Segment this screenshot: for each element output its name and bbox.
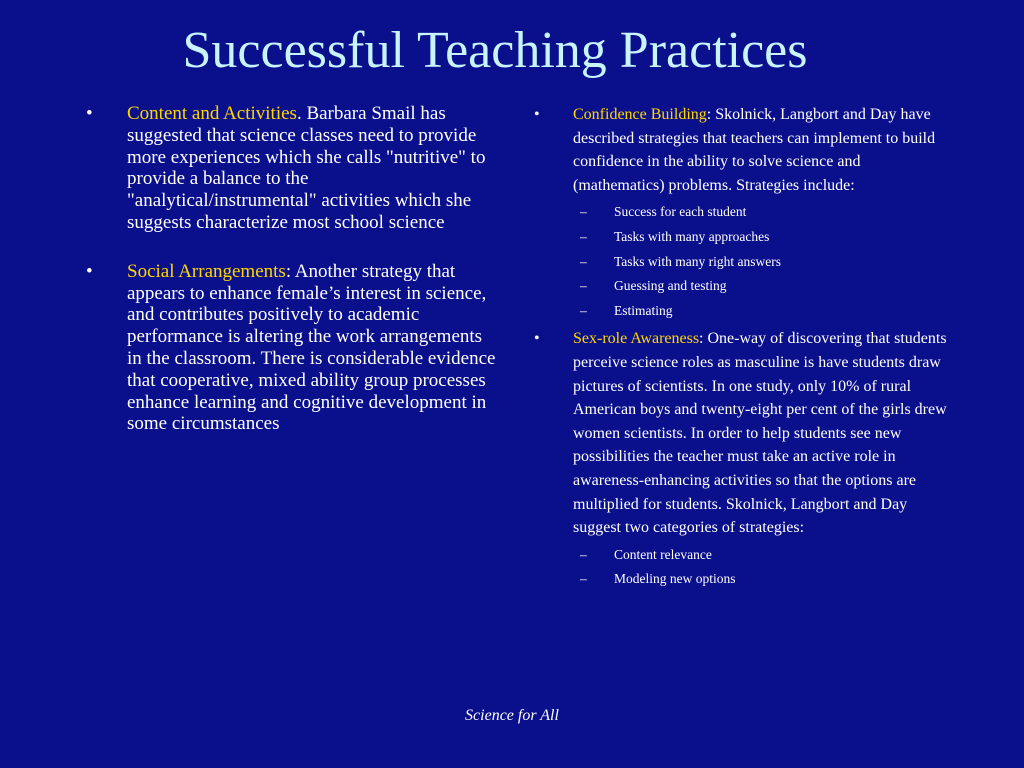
bullet-content-and-activities (84, 103, 496, 234)
right-column (530, 103, 950, 596)
list-item-text: Estimating (614, 302, 673, 318)
list-item (530, 567, 950, 592)
list-item (530, 274, 950, 299)
list-item (530, 299, 950, 324)
bullet-body: : One-way of discovering that students perceive science roles as masculine is have students draw pictures of scientists. In one study, only 10% of rural American boys and twenty-eight per cent of the girls drew women scientists. In order to help students see new possibilities the teacher must take an active role in awareness-enhancing activities so that the options are multiplied for students. Skolnick, Langbort and Day suggest two categories of strategies: (573, 330, 947, 537)
slide-title: Successful Teaching Practices (182, 22, 808, 79)
bullet-keyword: Sex-role Awareness (573, 330, 700, 348)
dash-marker: – (580, 571, 587, 587)
bullet-text (127, 103, 496, 234)
list-item (530, 543, 950, 568)
bullet-text (127, 261, 496, 435)
list-item-text: Guessing and testing (614, 278, 727, 294)
dash-marker: – (580, 546, 587, 562)
bullet-text (573, 103, 950, 197)
awareness-strategies-list (530, 543, 950, 592)
bullet-social-arrangements (84, 261, 496, 435)
bullet-text (573, 327, 950, 539)
dash-marker: – (580, 204, 587, 220)
dash-marker: – (580, 228, 587, 244)
list-item (530, 250, 950, 275)
bullet-keyword: Confidence Building (573, 106, 707, 123)
list-item (530, 225, 950, 250)
bullet-marker: • (86, 260, 93, 282)
bullet-body: : Skolnick, Langbort and Day have described strategies that teachers can implement to build confidence in the ability to solve science and (mathematics) problems. Strategies include: (573, 106, 936, 194)
list-item-text: Tasks with many right answers (614, 253, 782, 269)
list-item (530, 200, 950, 225)
bullet-marker: • (534, 106, 540, 123)
bullet-marker: • (534, 330, 540, 348)
left-column (84, 103, 496, 462)
dash-marker: – (580, 302, 587, 318)
slide-footer: Science for All (465, 707, 559, 724)
bullet-keyword: Social Arrangements (127, 260, 286, 282)
list-item-text: Modeling new options (614, 571, 736, 587)
dash-marker: – (580, 253, 587, 269)
bullet-sex-role-awareness (530, 327, 950, 539)
bullet-body: . Barbara Smail has suggested that science classes need to provide more experiences which she calls "nutritive" to provide a balance to the "analytical/instrumental" activities which she suggests characterize most school science (127, 103, 486, 233)
list-item-text: Content relevance (614, 546, 712, 562)
bullet-confidence-building (530, 103, 950, 197)
bullet-marker: • (86, 103, 93, 124)
dash-marker: – (580, 278, 587, 294)
confidence-strategies-list (530, 200, 950, 323)
bullet-keyword: Content and Activities (127, 103, 297, 124)
list-item-text: Success for each student (614, 204, 747, 220)
bullet-body: : Another strategy that appears to enhance female’s interest in science, and contributes positively to academic performance is altering the work arrangements in the classroom. There is considerable evidence that cooperative, mixed ability group processes enhance learning and cognitive development in some circumstances (127, 260, 496, 435)
list-item-text: Tasks with many approaches (614, 228, 770, 244)
